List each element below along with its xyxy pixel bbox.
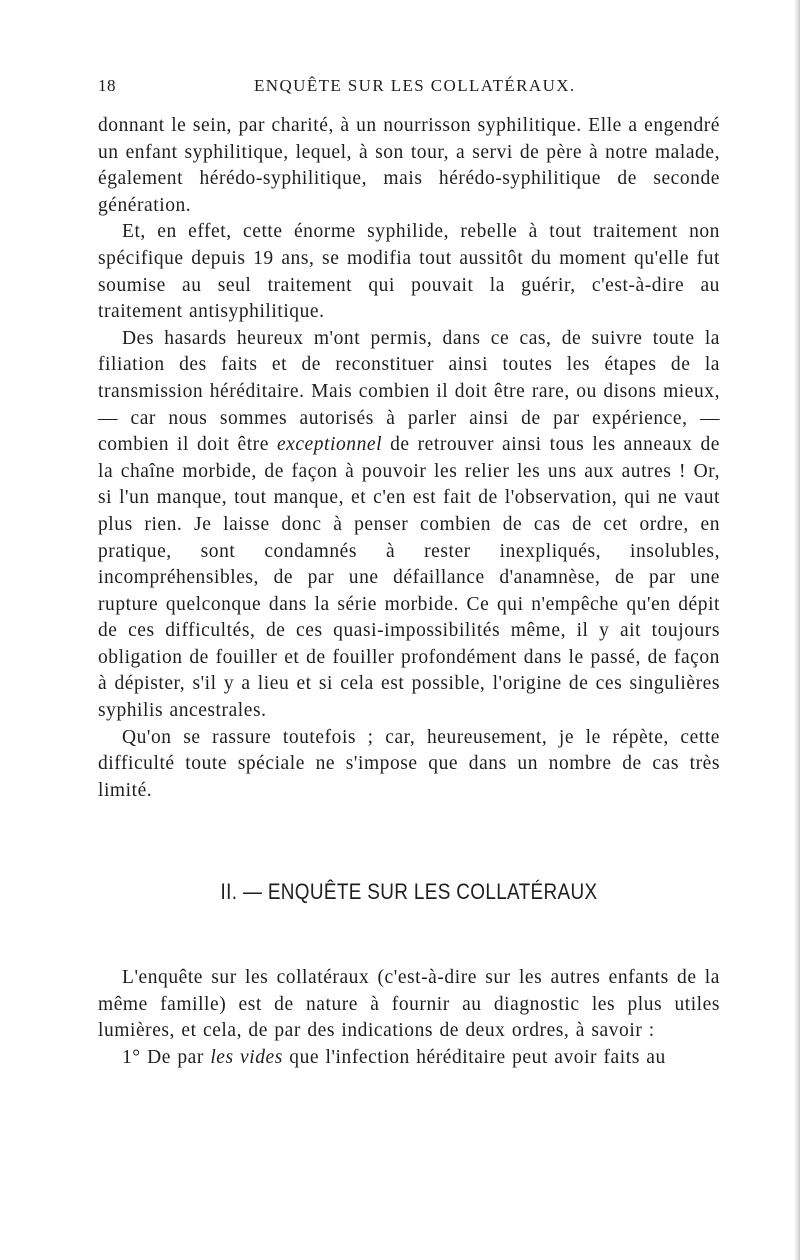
running-head bbox=[98, 76, 720, 100]
body-text bbox=[98, 113, 720, 804]
section-text bbox=[98, 965, 720, 1071]
section-paragraph-2-after: que l'infection héréditaire peut avoir faits au bbox=[282, 1046, 666, 1068]
section-paragraph-2-emphasis: les vides bbox=[210, 1046, 283, 1068]
section-paragraph-2 bbox=[98, 1045, 720, 1072]
paragraph-3 bbox=[98, 326, 720, 725]
page-number: 18 bbox=[98, 76, 116, 95]
paragraph-2: Et, en effet, cette énorme syphilide, rebelle à tout traitement non spécifique depuis 19 ans, se modifia tout aussitôt du moment qu'elle fut soumise au seul traitement qui pouvait la guérir, c'est-à-dire au traitement antisyphilitique. bbox=[98, 221, 720, 323]
paragraph-4: Qu'on se rassure toutefois ; car, heureusement, je le répète, cette difficulté toute spéciale ne s'impose que dans un nombre de cas très limité. bbox=[98, 726, 720, 801]
paragraph-3-text-before: Des hasards heureux m'ont permis, dans ce cas, de suivre toute la filiation des faits et de reconstituer ainsi toutes les étapes de la transmission héréditaire. Mais combien il doit être rare, ou disons mieux, — car nous sommes autorisés à parler ainsi de par expérience, — combien il doit être bbox=[98, 327, 720, 456]
page-edge-shadow bbox=[794, 0, 800, 1260]
paragraph-3-text-after: de retrouver ainsi tous les anneaux de la chaîne morbide, de façon à pouvoir les relier les uns aux autres ! Or, si l'un manque, tout manque, et c'en est fait de l'observation, qui ne vaut plus rien. Je laisse donc à penser combien de cas de cet ordre, en pratique, sont condamnés à rester inexpliqués, insolubles, incompréhensibles, de par une défaillance d'anamnèse, de par une rupture quelconque dans la série morbide. Ce qui n'empêche qu'en dépit de ces difficultés, de ces quasi-impossibilités même, il y ait toujours obligation de fouiller et de fouiller profondément dans le passé, de façon à dépister, s'il y a lieu et si cela est possible, l'origine de ces singulières syphilis ancestrales. bbox=[98, 434, 720, 722]
section-paragraph-2-before: 1° De par bbox=[122, 1046, 211, 1068]
paragraph-1-text: donnant le sein, par charité, à un nourrisson syphilitique. Elle a engendré un enfant syphilitique, lequel, à son tour, a servi de père à notre malade, également hérédo-syphilitique, mais hérédo-syphilitique de seconde génération. bbox=[98, 115, 720, 216]
paragraph-1 bbox=[98, 113, 720, 219]
paragraph-3-emphasis: exceptionnel bbox=[276, 434, 383, 456]
section-paragraph-1: L'enquête sur les collatéraux (c'est-à-dire sur les autres enfants de la même famille) est de nature à fournir au diagnostic les plus utiles lumières, et cela, de par des indications de deux ordres, à savoir : bbox=[98, 967, 720, 1042]
running-title: ENQUÊTE SUR LES COLLATÉRAUX. bbox=[254, 76, 576, 95]
section-heading: II. — ENQUÊTE SUR LES COLLATÉRAUX bbox=[220, 879, 598, 904]
